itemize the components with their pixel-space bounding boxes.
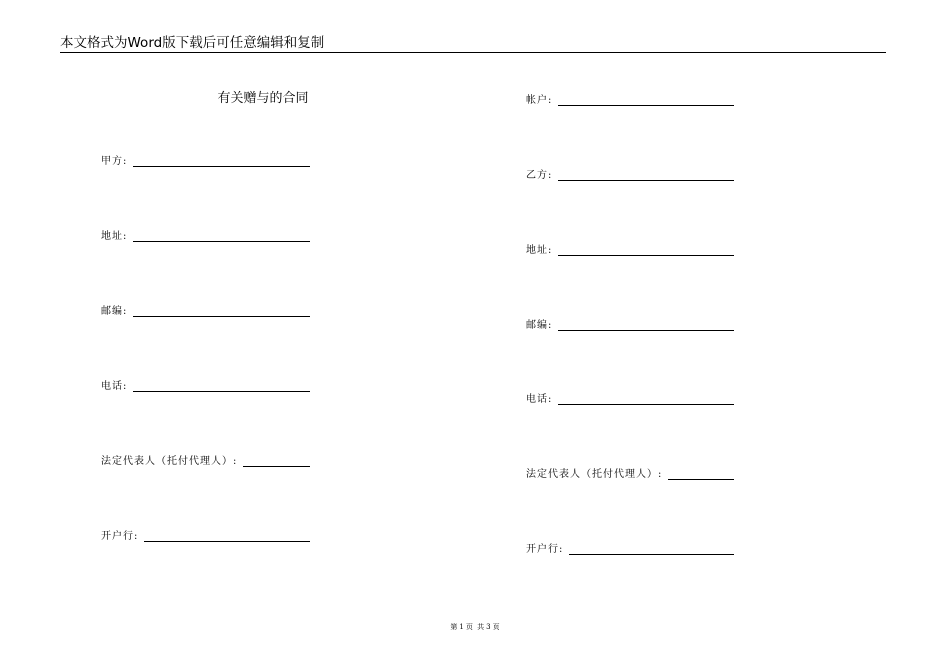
page-header [60,34,886,53]
field-label: 地址: [101,231,128,242]
field-label: 乙方: [526,170,553,181]
field-postcode-a [101,302,310,318]
field-party-b [526,166,734,182]
field-address-b [526,241,734,257]
field-label: 甲方: [101,156,128,167]
field-label: 法定代表人（托付代理人）: [101,456,238,467]
field-legal-rep-a [101,452,310,468]
blank-line [133,391,310,392]
blank-line [144,541,310,542]
footer-prefix: 第 [450,623,458,631]
blank-line [558,255,734,256]
footer-page-word: 页 [465,623,473,631]
field-label: 地址: [526,245,553,256]
header-text: 本文格式为Word版下载后可任意编辑和复制 [60,35,325,51]
field-phone-a [101,377,310,393]
footer-suffix: 页 [492,623,500,631]
field-account-a [526,91,734,107]
blank-line [133,316,310,317]
blank-line [558,404,734,405]
blank-line [558,105,734,106]
field-label: 开户行: [101,531,139,542]
blank-line [668,479,734,480]
field-label: 电话: [101,381,128,392]
blank-line [558,330,734,331]
field-phone-b [526,390,734,406]
blank-line [243,466,310,467]
field-address-a [101,227,310,243]
field-postcode-b [526,316,734,332]
footer-total-word: 共 [477,623,485,631]
field-bank-b [526,540,734,556]
document-title: 有关赠与的合同 [217,91,309,106]
field-label: 开户行: [526,544,564,555]
field-label: 帐户: [526,95,553,106]
current-page-number: 1 [459,623,464,631]
field-label: 法定代表人（托付代理人）: [526,469,663,480]
field-label: 邮编: [526,320,553,331]
blank-line [569,554,734,555]
field-legal-rep-b [526,465,734,481]
field-bank-a [101,527,310,543]
blank-line [133,166,310,167]
field-label: 邮编: [101,306,128,317]
blank-line [133,241,310,242]
field-party-a [101,152,310,168]
blank-line [558,180,734,181]
total-pages-number: 3 [486,623,491,631]
page-footer [0,622,950,632]
field-label: 电话: [526,394,553,405]
